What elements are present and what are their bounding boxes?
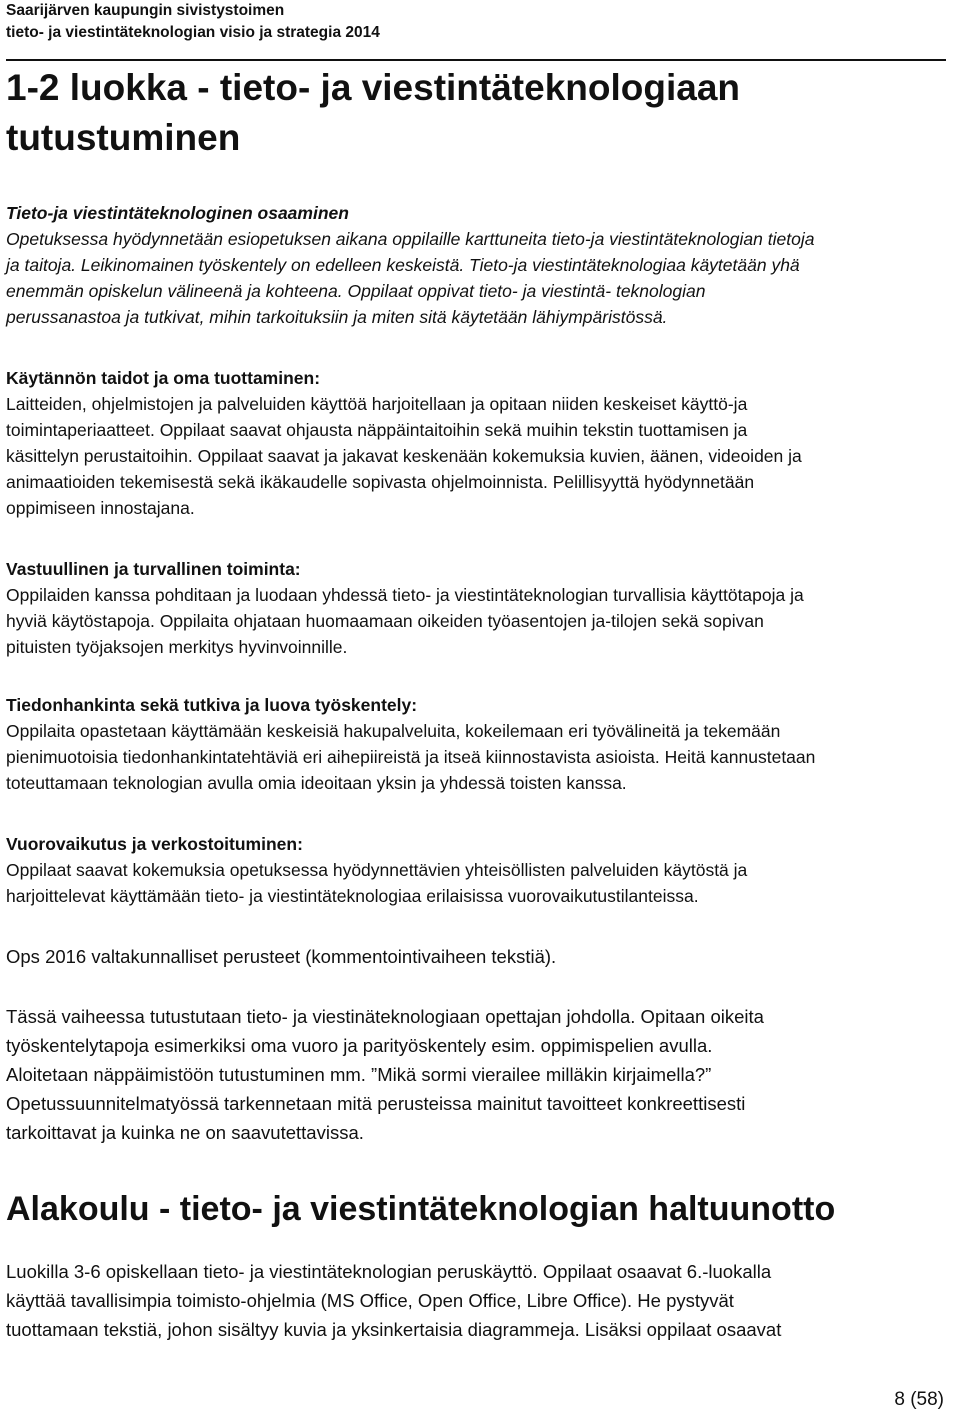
- ops-note: [6, 942, 952, 971]
- subsection-heading: Tieto-ja viestintäteknologinen osaaminen: [6, 203, 349, 223]
- paragraph-line: pienimuotoisia tiedonhankintatehtäviä eri aihepiireistä ja itseä kiinnostavista asioista. Heitä kannustetaan: [6, 747, 816, 767]
- paragraph-line: työskentelytapoja esimerkiksi oma vuoro ja parityöskentely esim. oppimispelien avulla.: [6, 1035, 713, 1056]
- section-vuorovaikutus: [6, 831, 952, 909]
- header-organization: Saarijärven kaupungin sivistystoimen: [6, 2, 285, 19]
- paragraph-line: animaatioiden tekemisestä sekä ikäkaudelle sopivasta ohjelmoinnista. Pelillisyyttä hyödynnetään: [6, 472, 755, 492]
- paragraph-line: Opetussuunnitelmatyössä tarkennetaan mitä perusteissa mainitut tavoitteet konkreettisesti: [6, 1093, 746, 1114]
- paragraph-line: ja taitoja. Leikinomainen työskentely on edelleen keskeistä. Tieto-ja viestintäteknologiaa käytetään yhä: [6, 255, 800, 275]
- section-vastuullinen-toiminta: [6, 556, 952, 660]
- paragraph-line: Laitteiden, ohjelmistojen ja palveluiden käyttöä harjoitellaan ja opitaan niiden keskeiset käyttö-ja: [6, 394, 748, 414]
- page-header: [6, 0, 946, 44]
- paragraph-alakoulu: [6, 1257, 952, 1344]
- title-line-1: 1-2 luokka - tieto- ja viestintäteknologiaan: [6, 67, 741, 108]
- section-tvt-osaaminen: [6, 200, 952, 330]
- ops-note-text: Ops 2016 valtakunnalliset perusteet (kommentointivaiheen tekstiä).: [6, 946, 557, 967]
- paragraph-line: tarkoittavat ja kuinka ne on saavutettavissa.: [6, 1122, 364, 1143]
- subsection-heading: Tiedonhankinta sekä tutkiva ja luova työskentely:: [6, 695, 418, 715]
- section-kaytannon-taidot: [6, 365, 952, 521]
- section-title-alakoulu: Alakoulu - tieto- ja viestintäteknologian haltuunotto: [6, 1190, 836, 1228]
- paragraph-line: Tässä vaiheessa tutustutaan tieto- ja viestinäteknologiaan opettajan johdolla. Opitaan oikeita: [6, 1006, 764, 1027]
- paragraph-line: oppimiseen innostajana.: [6, 498, 195, 518]
- paragraph-line: toimintaperiaatteet. Oppilaat saavat ohjausta näppäintaitoihin sekä muihin tekstin tuottamisen ja: [6, 420, 748, 440]
- paragraph-line: Opetuksessa hyödynnetään esiopetuksen aikana oppilaille karttuneita tieto-ja viestintäteknologian tietoja: [6, 229, 815, 249]
- paragraph-line: Aloitetaan näppäimistöön tutustuminen mm. ”Mikä sormi vierailee milläkin kirjaimella?”: [6, 1064, 712, 1085]
- paragraph-line: Oppilaita opastetaan käyttämään keskeisiä hakupalveluita, kokeilemaan eri työvälineitä ja tekemään: [6, 721, 781, 741]
- paragraph-line: tuottamaan tekstiä, johon sisältyy kuvia ja yksinkertaisia diagrammeja. Lisäksi oppilaat osaavat: [6, 1319, 782, 1340]
- title-line-2: tutustuminen: [6, 117, 241, 158]
- section-tiedonhankinta: [6, 692, 952, 796]
- paragraph-line: toteuttamaan teknologian avulla omia ideoitaan yksin ja yhdessä toisten kanssa.: [6, 773, 627, 793]
- paragraph-line: Luokilla 3-6 opiskellaan tieto- ja viestintäteknologian peruskäyttö. Oppilaat osaavat 6.-luokalla: [6, 1261, 772, 1282]
- paragraph-tutustuminen: [6, 1002, 952, 1147]
- paragraph-line: enemmän opiskelun välineenä ja kohteena. Oppilaat oppivat tieto- ja viestintä- teknologian: [6, 281, 706, 301]
- paragraph-line: Oppilaiden kanssa pohditaan ja luodaan yhdessä tieto- ja viestintäteknologian turvallisia käyttötapoja ja: [6, 585, 804, 605]
- subsection-heading: Käytännön taidot ja oma tuottaminen:: [6, 368, 321, 388]
- subsection-heading: Vuorovaikutus ja verkostoituminen:: [6, 834, 303, 854]
- paragraph-line: pituisten työjaksojen merkitys hyvinvoinnille.: [6, 637, 348, 657]
- header-document-title: tieto- ja viestintäteknologian visio ja strategia 2014: [6, 24, 380, 41]
- page-number: 8 (58): [894, 1389, 944, 1410]
- paragraph-line: perussanastoa ja tutkivat, mihin tarkoituksiin ja miten sitä käytetään lähiympäristössä.: [6, 307, 668, 327]
- paragraph-line: Oppilaat saavat kokemuksia opetuksessa hyödynnettävien yhteisöllisten palveluiden käytöstä ja: [6, 860, 748, 880]
- paragraph-line: harjoittelevat käyttämään tieto- ja viestintäteknologiaa erilaisissa vuorovaikutustilanteissa.: [6, 886, 699, 906]
- subsection-heading: Vastuullinen ja turvallinen toiminta:: [6, 559, 301, 579]
- paragraph-line: käyttää tavallisimpia toimisto-ohjelmia (MS Office, Open Office, Libre Office). He pystyvät: [6, 1290, 734, 1311]
- paragraph-line: hyviä käytöstapoja. Oppilaita ohjataan huomaamaan oikeiden työasentojen ja-tilojen sekä sopivan: [6, 611, 764, 631]
- section-title-1-2-luokka: [6, 63, 740, 163]
- header-divider: [6, 59, 946, 61]
- paragraph-line: käsittelyn perustaitoihin. Oppilaat saavat ja jakavat keskenään kokemuksia kuvien, äänen, videoiden ja: [6, 446, 802, 466]
